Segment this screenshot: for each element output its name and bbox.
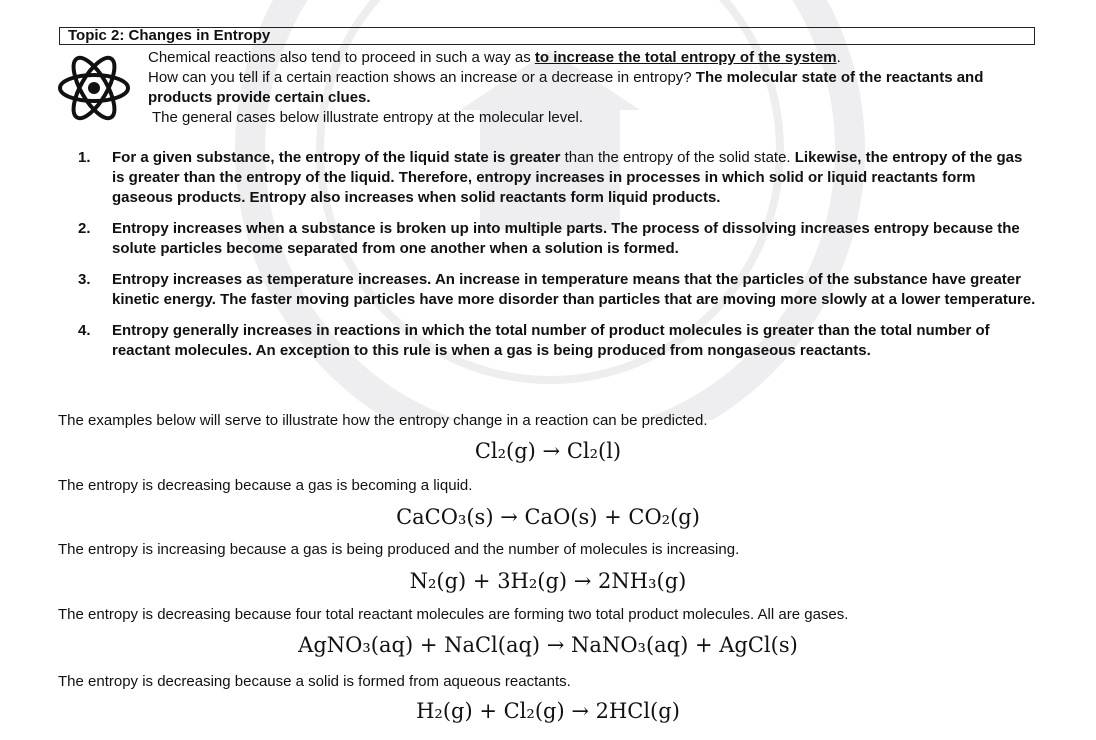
case-item	[78, 270, 1038, 310]
explanation-4: The entropy is decreasing because a solid is formed from aqueous reactants.	[58, 673, 571, 690]
intro-line-3: The general cases below illustrate entropy at the molecular level.	[152, 109, 584, 126]
examples-intro: The examples below will serve to illustrate how the entropy change in a reaction can be predicted.	[58, 412, 708, 429]
intro-clue: The molecular state of the reactants and products provide certain clues.	[148, 69, 984, 106]
topic-title: Topic 2: Changes in Entropy	[59, 27, 1035, 45]
equation-2: CaCO₃(s) → CaO(s) + CO₂(g)	[396, 505, 700, 529]
intro-line-1-end: .	[836, 49, 841, 66]
case-number: 2.	[78, 220, 91, 237]
case-rest: than the entropy of the solid state.	[560, 149, 795, 166]
case-number: 4.	[78, 322, 91, 339]
explanation-1: The entropy is decreasing because a gas is becoming a liquid.	[58, 477, 473, 494]
intro-question: How can you tell if a certain reaction shows an increase or a decrease in entropy?	[148, 69, 696, 86]
case-tail: Likewise, the entropy of the gas is greater than the entropy of the liquid. Therefore, entropy increases in processes in which solid or liquid reactants form gaseous products. Entropy also increases when solid reactants form liquid products.	[112, 149, 1023, 206]
intro-text	[148, 48, 1038, 128]
case-number: 1.	[78, 149, 91, 166]
case-text: Entropy increases when a substance is broken up into multiple parts. The process of dissolving increases entropy because the solute particles become separated from one another when a solution is formed.	[112, 220, 1020, 257]
entropy-cases-list	[78, 148, 1038, 372]
case-lead: For a given substance, the entropy of the liquid state is greater	[112, 149, 561, 166]
case-number: 3.	[78, 271, 91, 288]
case-item	[78, 148, 1038, 208]
intro-line-1-text: Chemical reactions also tend to proceed in such a way as	[148, 49, 535, 66]
intro-line-2	[148, 68, 1038, 108]
intro-emphasis: to increase the total entropy of the system	[534, 49, 837, 66]
equation-4: AgNO₃(aq) + NaCl(aq) → NaNO₃(aq) + AgCl(s)	[298, 633, 798, 657]
case-text: Entropy generally increases in reactions in which the total number of product molecules is greater than the total number of reactant molecules. An exception to this rule is when a gas is being produced from nongaseous reactants.	[112, 322, 990, 359]
case-text: Entropy increases as temperature increases. An increase in temperature means that the particles of the substance have greater kinetic energy. The faster moving particles have more disorder than particles that are moving more slowly at a lower temperature.	[112, 271, 1036, 308]
case-item	[78, 321, 1038, 361]
explanation-2: The entropy is increasing because a gas is being produced and the number of molecules is increasing.	[58, 541, 740, 558]
intro-line-1	[148, 48, 1038, 68]
equation-5: H₂(g) + Cl₂(g) → 2HCl(g)	[416, 699, 680, 723]
atom-icon	[56, 50, 132, 126]
explanation-3: The entropy is decreasing because four total reactant molecules are forming two total product molecules. All are gases.	[58, 606, 849, 623]
case-item	[78, 219, 1038, 259]
equation-3: N₂(g) + 3H₂(g) → 2NH₃(g)	[409, 569, 687, 593]
equation-1: Cl₂(g) → Cl₂(l)	[474, 439, 622, 463]
